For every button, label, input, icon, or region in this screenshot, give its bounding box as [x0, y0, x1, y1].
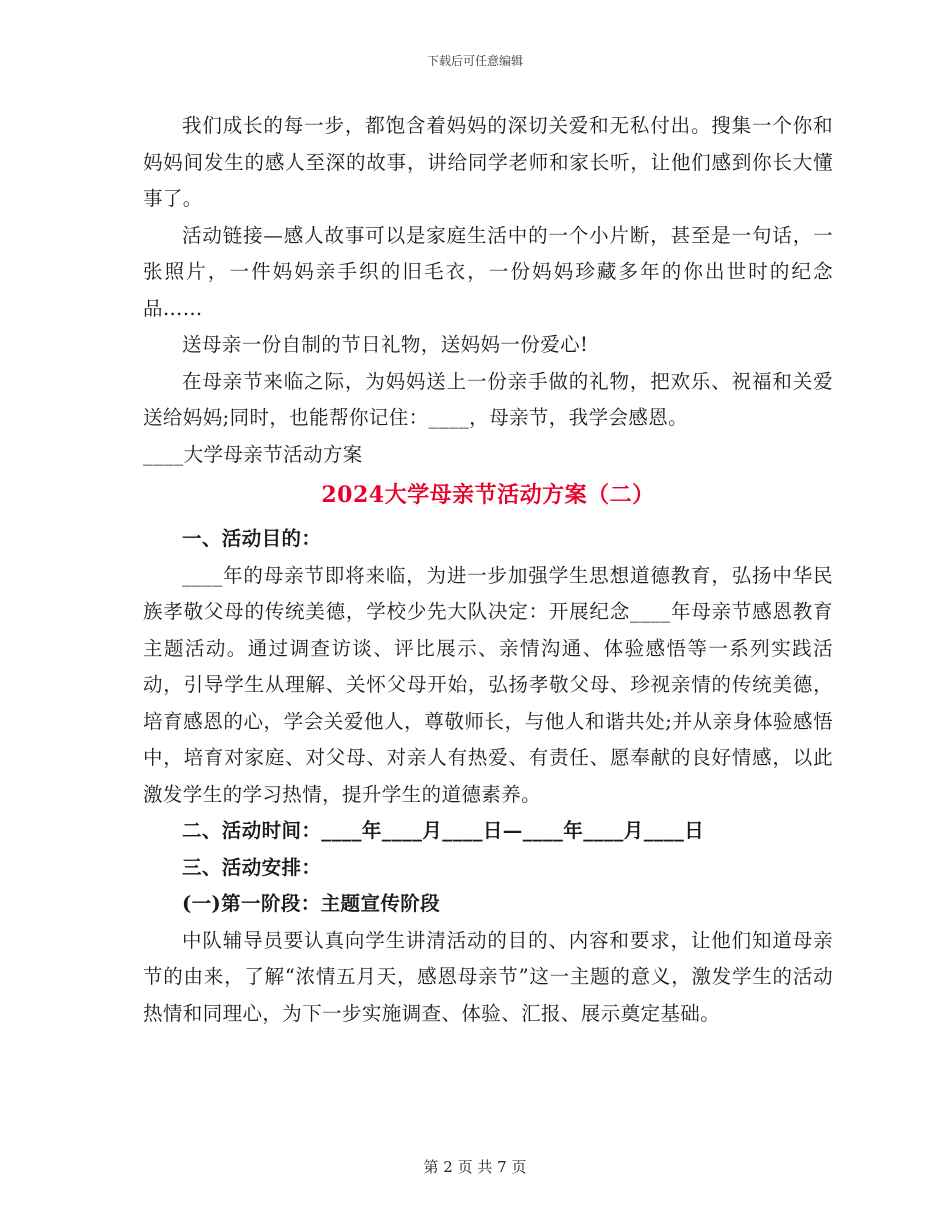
- section-heading-arrangement: 三、活动安排：: [182, 855, 322, 879]
- paragraph-activity-link: 活动链接—感人故事可以是家庭生活中的一个小片断，甚至是一句话，一张照片，一件妈妈亲手织的旧毛衣，一份妈妈珍藏多年的你出世时的纪念品……: [143, 223, 833, 320]
- paragraph-gift-slogan: 送母亲一份自制的节日礼物，送妈妈一份爱心!: [182, 333, 589, 356]
- document-title: 2024大学母亲节活动方案（二）: [321, 482, 655, 508]
- section-heading-time: 二、活动时间：____年____月____日—____年____月____日: [182, 819, 705, 842]
- page-header: 下载后可任意编辑: [426, 54, 523, 68]
- paragraph-growth-story: 我们成长的每一步，都饱含着妈妈的深切关爱和无私付出。搜集一个你和妈妈间发生的感人至深的故事，讲给同学老师和家长听，让他们感到你长大懂事了。: [143, 114, 833, 210]
- paragraph-stage-one: 中队辅导员要认真向学生讲清活动的目的、内容和要求，让他们知道母亲节的由来，了解“浓情五月天，感恩母亲节”这一主题的意义，激发学生的活动热情和同理心，为下一步实施调查、体验、汇报、展示奠定基础。: [143, 928, 833, 1025]
- paragraph-gift-description: 在母亲节来临之际，为妈妈送上一份亲手做的礼物，把欢乐、祝福和关爱送给妈妈;同时，也能帮你记住：____，母亲节，我学会感恩。: [143, 369, 833, 429]
- paragraph-purpose: ____年的母亲节即将来临，为进一步加强学生思想道德教育，弘扬中华民族孝敬父母的传统美德，学校少先大队决定：开展纪念____年母亲节感恩教育主题活动。通过调查访谈、评比展示、亲情沟通、体验感悟等一系列实践活动，引导学生从理解、关怀父母开始，弘扬孝敬父母、珍视亲情的传统美德，培育感恩的心，学会关爱他人，尊敬师长，与他人和谐共处;并从亲身体验感悟中，培育对家庭、对父母、对亲人有热爱、有责任、愿奉献的良好情感，以此激发学生的学习热情，提升学生的道德素养。: [143, 563, 833, 806]
- page-footer: 第 2 页 共 7 页: [423, 1158, 527, 1176]
- subsection-heading-stage-one: (一)第一阶段：主题宣传阶段: [182, 892, 441, 915]
- section-heading-purpose: 一、活动目的：: [182, 527, 322, 550]
- document-body: [143, 108, 833, 1032]
- trailing-line: ____大学母亲节活动方案: [143, 442, 363, 466]
